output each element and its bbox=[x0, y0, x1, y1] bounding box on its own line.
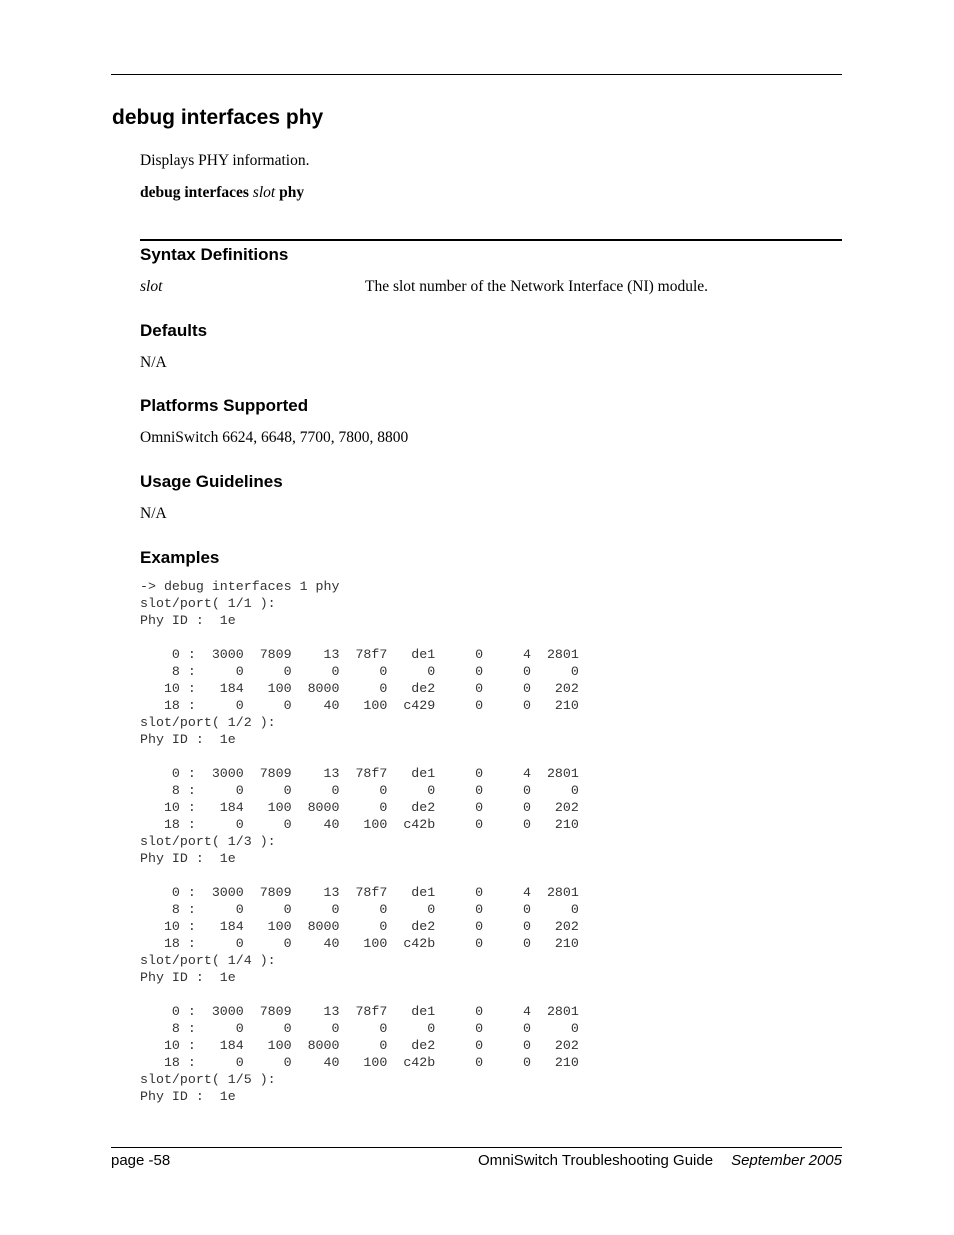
syntax-param-name: slot bbox=[140, 278, 163, 295]
syntax-command-part-end: phy bbox=[279, 184, 305, 201]
header-rule bbox=[111, 74, 842, 75]
usage-text: N/A bbox=[140, 505, 167, 522]
syntax-section-rule bbox=[140, 239, 842, 241]
page-title: debug interfaces phy bbox=[112, 106, 324, 129]
platforms-text: OmniSwitch 6624, 6648, 7700, 7800, 8800 bbox=[140, 429, 409, 446]
footer-info bbox=[478, 1151, 842, 1171]
footer-rule bbox=[111, 1147, 842, 1148]
usage-heading: Usage Guidelines bbox=[140, 472, 283, 491]
syntax-parameter: slot bbox=[252, 184, 276, 201]
platforms-heading: Platforms Supported bbox=[140, 396, 309, 415]
example-code-block: -> debug interfaces 1 phy slot/port( 1/1 ): Phy ID : 1e 0 : 3000 7809 13 78f7 de1 0 4 2801 8 : 0 0 0 0 0 0 0 0 10 : 184 100 8000 0 de2 0 0 202 18 : 0 0 40 100 c429 0 0 210 slot/port( 1/2 ): Phy ID : 1e 0 : 3000 7809 13 78f7 de1 0 4 2801 8 : 0 0 0 0 0 0 0 0 10 : 184 100 8000 0 de2 0 0 202 18 : 0 0 40 100 c42b 0 0 210 slot/port( 1/3 ): Phy ID : 1e 0 : 3000 7809 13 78f7 de1 0 4 2801 8 : 0 0 0 0 0 0 0 0 10 : 184 100 8000 0 de2 0 0 202 18 : 0 0 40 100 c42b 0 0 210 slot/port( 1/4 ): Phy ID : 1e 0 : 3000 7809 13 78f7 de1 0 4 2801 8 : 0 0 0 0 0 0 0 0 10 : 184 100 8000 0 de2 0 0 202 18 : 0 0 40 100 c42b 0 0 210 slot/port( 1/5 ): Phy ID : 1e bbox=[140, 579, 579, 1104]
syntax-param-description: The slot number of the Network Interface (NI) module. bbox=[365, 278, 709, 295]
defaults-text: N/A bbox=[140, 354, 167, 371]
publication-date: September 2005 bbox=[731, 1152, 842, 1169]
defaults-heading: Defaults bbox=[140, 321, 208, 340]
examples-heading: Examples bbox=[140, 548, 220, 567]
syntax-command-part: debug interfaces bbox=[140, 184, 249, 201]
command-description: Displays PHY information. bbox=[140, 152, 310, 169]
guide-title: OmniSwitch Troubleshooting Guide bbox=[477, 1152, 714, 1169]
command-syntax bbox=[140, 183, 304, 203]
syntax-definitions-heading: Syntax Definitions bbox=[140, 245, 289, 264]
page-number: page -58 bbox=[111, 1152, 171, 1169]
